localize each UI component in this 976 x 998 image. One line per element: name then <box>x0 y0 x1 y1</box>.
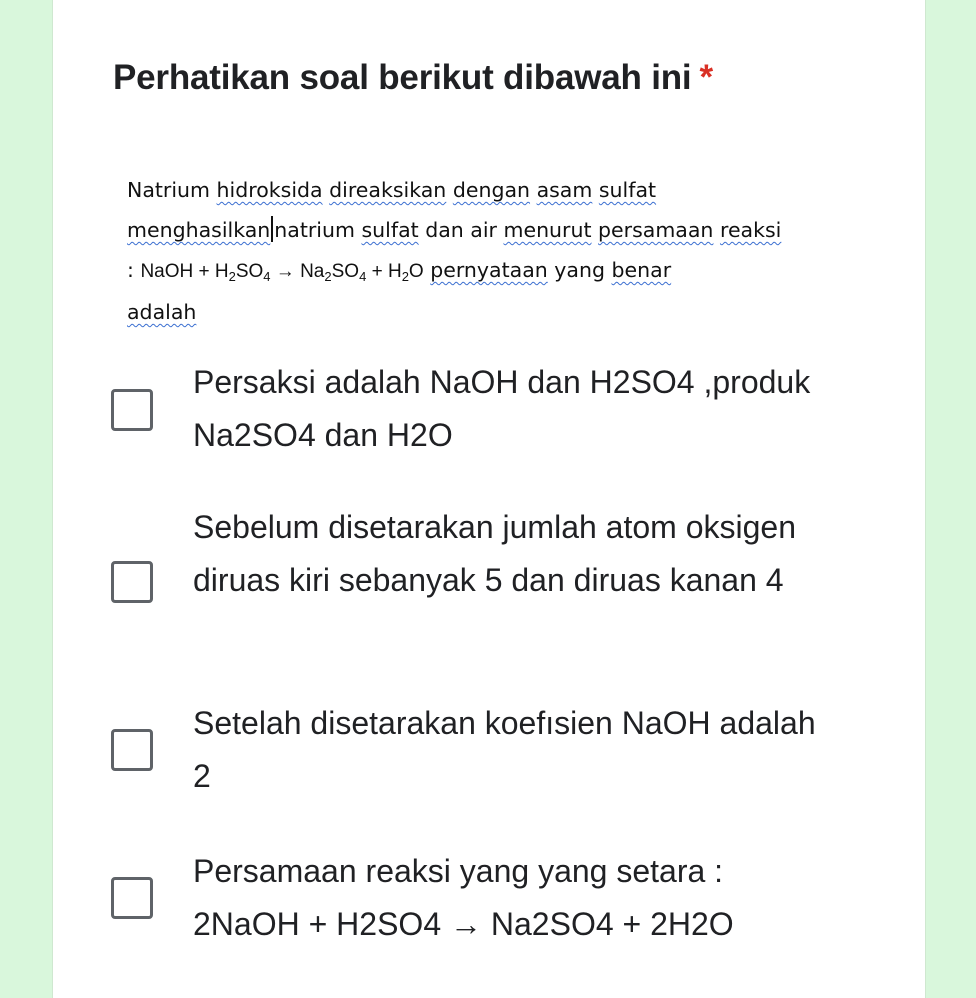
option-3-checkbox[interactable] <box>111 729 153 771</box>
question-image-word: hidroksida <box>216 178 323 202</box>
question-image-word: sulfat <box>598 178 657 202</box>
reaction-equation <box>140 261 423 282</box>
option-4-checkbox[interactable] <box>111 877 153 919</box>
equation-subscript: 2 <box>228 269 236 284</box>
equation-subscript: 2 <box>324 269 332 284</box>
option-2-label[interactable]: Sebelum disetarakan jumlah atom oksigen diruas kiri sebanyak 5 dan diruas kanan 4 <box>193 509 796 598</box>
question-image-text: natrium <box>274 218 362 242</box>
option-1[interactable] <box>111 356 871 466</box>
equation-o: O <box>408 261 424 282</box>
question-image-word: menurut <box>503 218 592 242</box>
equation-prefix: : <box>127 258 141 282</box>
question-image-text: yang <box>547 258 612 282</box>
question-title-text: Perhatikan soal berikut dibawah ini <box>113 58 692 97</box>
question-image-word: benar <box>611 258 672 282</box>
question-image-line-2 <box>127 210 867 250</box>
question-image-word: adalah <box>127 300 197 324</box>
question-card <box>52 0 926 998</box>
equation-naoh: NaOH <box>140 261 194 282</box>
equation-so-2: SO <box>331 261 360 282</box>
question-image-word: persamaan <box>598 218 714 242</box>
question-image-line-3 <box>127 250 867 292</box>
question-image-word: reaksi <box>719 218 782 242</box>
equation-h-2: + H <box>366 261 402 282</box>
question-image <box>127 170 867 332</box>
equation-h-1: + H <box>193 261 229 282</box>
question-image-line-4 <box>127 292 867 332</box>
question-image-text: Natrium <box>127 178 217 202</box>
equation-subscript: 4 <box>263 269 271 284</box>
option-1-checkbox[interactable] <box>111 389 153 431</box>
equation-subscript: 2 <box>401 269 409 284</box>
required-star: * <box>699 58 713 97</box>
question-title <box>113 58 713 98</box>
question-image-line-3-rest <box>424 258 671 282</box>
option-2[interactable] <box>111 501 871 661</box>
equation-subscript: 4 <box>359 269 367 284</box>
question-image-word: direaksikan <box>329 178 447 202</box>
question-image-word: dengan <box>452 178 531 202</box>
question-image-word: pernyataan <box>430 258 548 282</box>
option-2-checkbox[interactable] <box>111 561 153 603</box>
question-image-word: sulfat <box>361 218 419 242</box>
question-image-line-1 <box>127 170 867 210</box>
option-1-label[interactable]: Persaksi adalah NaOH dan H2SO4 ,produk Na2SO4 dan H2O <box>193 364 811 453</box>
equation-arrow-na: → Na <box>270 261 325 282</box>
option-4[interactable] <box>111 845 871 955</box>
question-image-line-2-rest <box>274 218 781 242</box>
question-image-word: menghasilkan <box>127 218 271 242</box>
option-3[interactable] <box>111 697 871 807</box>
text-cursor <box>271 216 273 242</box>
equation-so-1: SO <box>235 261 264 282</box>
option-3-label[interactable]: Setelah disetarakan koefısien NaOH adalah 2 <box>193 705 816 794</box>
option-4-label[interactable]: Persamaan reaksi yang yang setara : 2NaOH + H2SO4 → Na2SO4 + 2H2O <box>193 853 734 942</box>
question-image-word: asam <box>536 178 593 202</box>
question-image-text: dan air <box>418 218 504 242</box>
